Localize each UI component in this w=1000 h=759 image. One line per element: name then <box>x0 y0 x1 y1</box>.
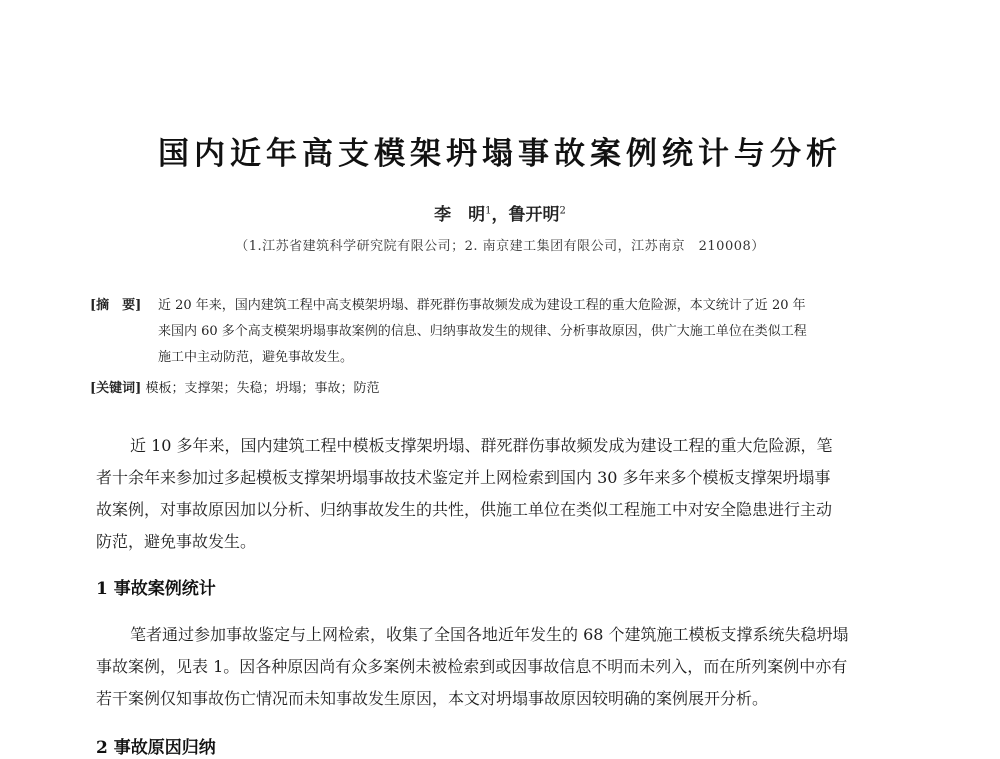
abstract-line: 来国内 60 多个高支模架坍塌事故案例的信息、归纳事故发生的规律、分析事故原因，供广大施工单位在类似工程 <box>158 324 807 339</box>
paragraph-line: 近 10 多年来，国内建筑工程中模板支撑架坍塌、群死群伤事故频发成为建设工程的重大危险源，笔 <box>130 436 833 455</box>
paragraph-line: 防范，避免事故发生。 <box>96 532 257 551</box>
paragraph-line: 若干案例仅知事故伤亡情况而未知事故发生原因，本文对坍塌事故原因较明确的案例展开分析。 <box>96 689 769 708</box>
keywords-label: [关键词] <box>90 381 142 396</box>
paragraph-line: 故案例，对事故原因加以分析、归纳事故发生的共性，供施工单位在类似工程施工中对安全隐患进行主动 <box>96 500 833 519</box>
keywords <box>90 377 379 396</box>
abstract-line: 施工中主动防范，避免事故发生。 <box>158 350 354 365</box>
keywords-text: 模板；支撑架；失稳；坍塌；事故；防范 <box>145 381 380 396</box>
section-heading: 2 事故原因归纳 <box>96 738 216 758</box>
section-heading: 1 事故案例统计 <box>96 579 216 599</box>
affiliations: （1.江苏省建筑科学研究院有限公司；2. 南京建工集团有限公司，江苏南京 210008） <box>235 239 765 254</box>
affil-mark: 2 <box>559 205 566 217</box>
paragraph-line: 笔者通过参加事故鉴定与上网检索，收集了全国各地近年发生的 68 个建筑施工模板支撑系统失稳坍塌 <box>130 625 849 644</box>
abstract-line: 近 20 年来，国内建筑工程中高支模架坍塌、群死群伤事故频发成为建设工程的重大危险源，本文统计了近 20 年 <box>158 298 806 313</box>
paragraph-line: 事故案例，见表 1。因各种原因尚有众多案例未被检索到或因事故信息不明而未列入，而在所列案例中亦有 <box>96 657 848 676</box>
author-line <box>0 200 1000 225</box>
author-name: 鲁开明 <box>508 205 560 225</box>
author-separator: ， <box>491 205 509 225</box>
abstract-label: [摘 要] <box>90 298 142 313</box>
paragraph-line: 者十余年来参加过多起模板支撑架坍塌事故技术鉴定并上网检索到国内 30 多年来多个模板支撑架坍塌事 <box>96 468 831 487</box>
author-name: 李 明 <box>434 205 486 225</box>
paper-title: 国内近年高支模架坍塌事故案例统计与分析 <box>158 136 842 172</box>
affil-mark: 1 <box>485 205 492 217</box>
